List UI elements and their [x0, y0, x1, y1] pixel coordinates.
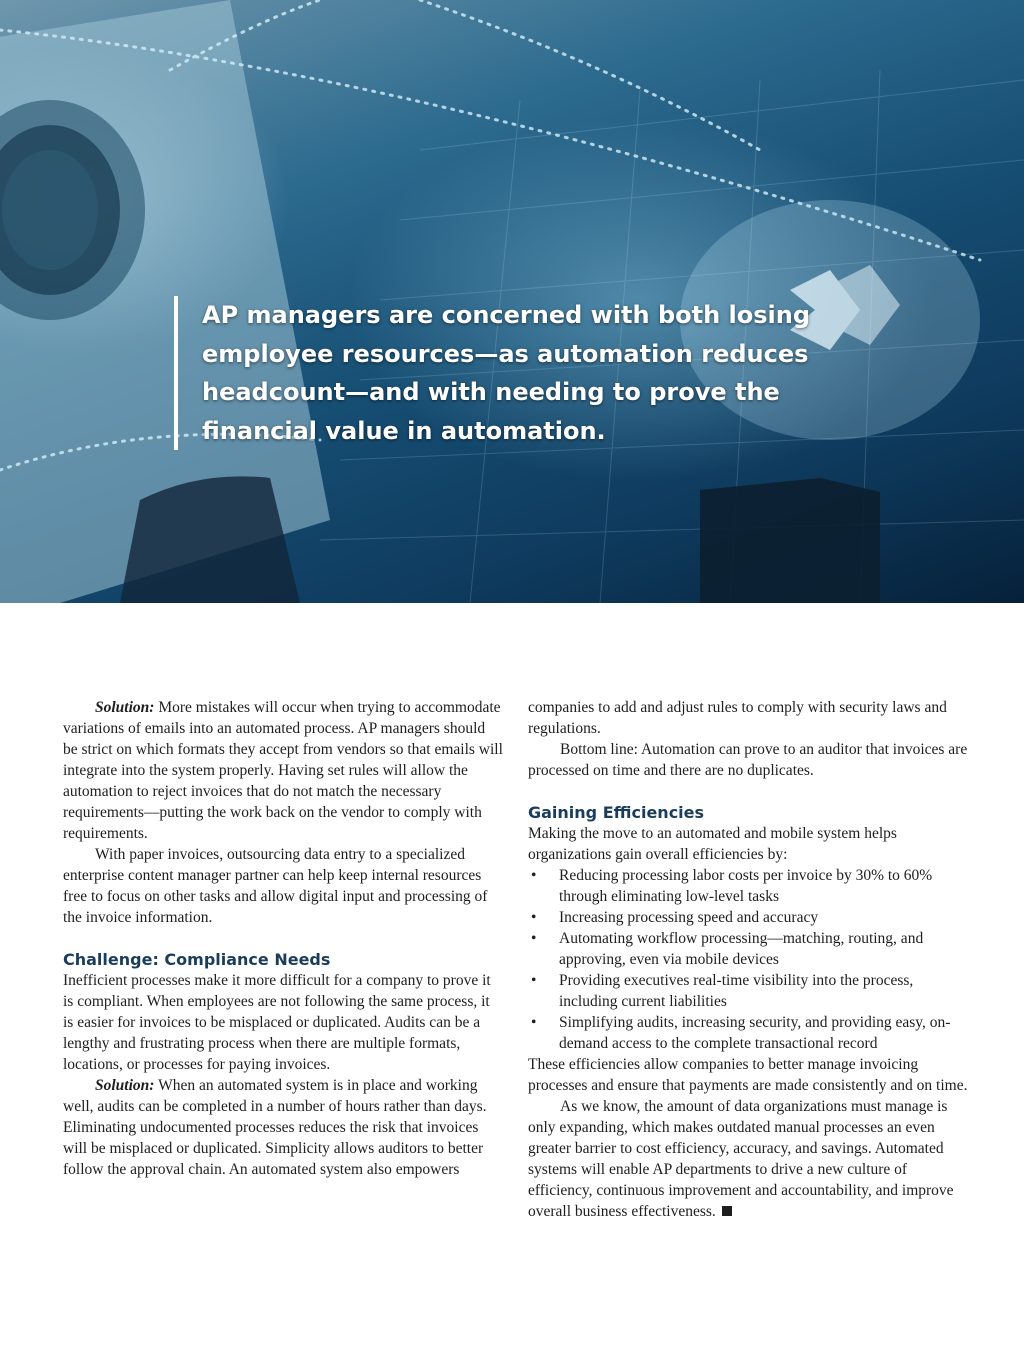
end-of-article-mark: [722, 1206, 732, 1216]
paragraph-continued: companies to add and adjust rules to comply with security laws and regulations.: [528, 699, 947, 737]
paragraph-text: More mistakes will occur when trying to accommodate variations of emails into an automated process. AP managers should be strict on which formats they accept from vendors so that emails will integrate into the system properly. Having set rules will allow the automation to reject invoices that do not match the necessary requirements—putting the work back on the vendor to comply with requirements.: [63, 699, 503, 842]
bullet-icon: •: [531, 1014, 537, 1031]
paragraph-solution-email: [63, 697, 503, 844]
right-column: [528, 697, 968, 1222]
paragraph-efficiencies-intro: Making the move to an automated and mobile system helps organizations gain overall efficiencies by:: [528, 825, 897, 863]
dark-blocks-graphic: [120, 476, 880, 603]
bullet-icon: •: [531, 909, 537, 926]
pull-quote: AP managers are concerned with both losing employee resources—as automation reduces headcount—and with needing to prove the financial value in automation.: [174, 296, 892, 450]
hero-image: [0, 0, 1024, 603]
list-item-text: Simplifying audits, increasing security, and providing easy, on-demand access to the complete transactional record: [559, 1014, 951, 1052]
paragraph-paper-invoices: With paper invoices, outsourcing data entry to a specialized enterprise content manager partner can help keep internal resources free to focus on other tasks and allow digital input and processing of the invoice information.: [63, 846, 488, 926]
list-item-text: Reducing processing labor costs per invoice by 30% to 60% through eliminating low-level tasks: [559, 867, 933, 905]
efficiencies-list: [528, 865, 968, 1054]
left-column: [63, 697, 503, 1180]
list-item: [528, 1012, 968, 1054]
paragraph-efficiencies-summary: These efficiencies allow companies to better manage invoicing processes and ensure that payments are made consistently and on time.: [528, 1056, 968, 1094]
heading-compliance-needs: Challenge: Compliance Needs: [63, 950, 331, 969]
bullet-icon: •: [531, 930, 537, 947]
paragraph-text: As we know, the amount of data organizations must manage is only expanding, which makes outdated manual processes an even greater barrier to cost efficiency, accuracy, and savings. Automated systems will enable AP departments to drive a new culture of efficiency, continuous improvement and accountability, and improve overall business effectiveness.: [528, 1098, 954, 1220]
list-item: [528, 928, 968, 970]
solution-lead: Solution:: [95, 699, 155, 716]
list-item-text: Increasing processing speed and accuracy: [559, 909, 819, 926]
list-item: [528, 907, 968, 928]
list-item: [528, 865, 968, 907]
bullet-icon: •: [531, 867, 537, 884]
bullet-icon: •: [531, 972, 537, 989]
paragraph-compliance: Inefficient processes make it more difficult for a company to prove it is compliant. When employees are not following the same process, it is easier for invoices to be misplaced or duplicated. Audits can be a lengthy and frustrating process when there are multiple formats, locations, or processes for paying invoices.: [63, 972, 491, 1073]
heading-gaining-efficiencies: Gaining Efficiencies: [528, 803, 705, 822]
list-item-text: Providing executives real-time visibility into the process, including current liabilities: [559, 972, 914, 1010]
paragraph-conclusion: [528, 1096, 968, 1222]
paragraph-solution-audits: [63, 1075, 503, 1180]
list-item: [528, 970, 968, 1012]
solution-lead: Solution:: [95, 1077, 155, 1094]
paragraph-bottom-line: Bottom line: Automation can prove to an auditor that invoices are processed on time and there are no duplicates.: [528, 741, 968, 779]
list-item-text: Automating workflow processing—matching, routing, and approving, even via mobile devices: [559, 930, 924, 968]
paragraph-text: When an automated system is in place and working well, audits can be completed in a number of hours rather than days. Eliminating undocumented processes reduces the risk that invoices will be misplaced or duplicated. Simplicity allows auditors to better follow the approval chain. An automated system also empowers: [63, 1077, 487, 1178]
